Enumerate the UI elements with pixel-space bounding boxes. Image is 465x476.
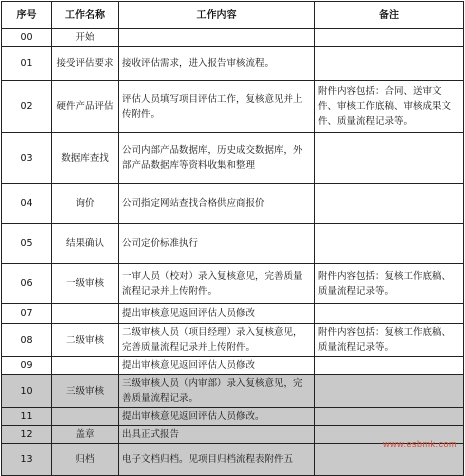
cell-note [315, 184, 464, 224]
cell-no: 11 [2, 408, 52, 426]
cell-content: 三级审核人员（内审部）录入复核意见，完善质量流程记录。 [119, 375, 315, 408]
cell-no: 04 [2, 184, 52, 224]
cell-note [315, 133, 464, 184]
cell-note [315, 304, 464, 324]
cell-no: 00 [2, 29, 52, 47]
cell-content: 一审人员（校对）录入复核意见，完善质量流程记录并上传附件。 [119, 264, 315, 304]
cell-note: 附件内容包括：复核工作底稿、质量流程记录等。 [315, 324, 464, 357]
header-name: 工作名称 [52, 2, 119, 29]
process-table [1, 1, 464, 476]
table-row [2, 184, 464, 224]
cell-no: 02 [2, 81, 52, 133]
cell-note: 附件内容包括：合同、送审文件、审核工作底稿、审核成果文件、质量流程记录等。 [315, 81, 464, 133]
table-row [2, 375, 464, 408]
cell-no: 10 [2, 375, 52, 408]
cell-no: 09 [2, 357, 52, 375]
table-row [2, 264, 464, 304]
cell-content: 二级审核人员（项目经理）录入复核意见，完善质量流程记录并上传附件。 [119, 324, 315, 357]
cell-name: 三级审核 [52, 375, 119, 408]
cell-content: 出具正式报告 [119, 426, 315, 444]
cell-no: 01 [2, 47, 52, 81]
table-row [2, 47, 464, 81]
cell-no: 05 [2, 224, 52, 264]
table-row [2, 81, 464, 133]
cell-content: 提出审核意见返回评估人员修改 [119, 357, 315, 375]
cell-no: 03 [2, 133, 52, 184]
cell-name: 数据库查找 [52, 133, 119, 184]
cell-content [119, 29, 315, 47]
cell-name: 接受评估要求 [52, 47, 119, 81]
cell-name [52, 304, 119, 324]
watermark-text: www.esbmk.com [382, 439, 457, 449]
cell-name: 盖章 [52, 426, 119, 444]
table-row [2, 408, 464, 426]
cell-no: 07 [2, 304, 52, 324]
table-row [2, 304, 464, 324]
table-row [2, 29, 464, 47]
cell-no: 12 [2, 426, 52, 444]
table-header-row [2, 2, 464, 29]
cell-content: 提出审核意见返回评估人员修改。 [119, 408, 315, 426]
cell-name: 开始 [52, 29, 119, 47]
cell-name [52, 357, 119, 375]
cell-note: 附件内容包括：复核工作底稿、质量流程记录等。 [315, 264, 464, 304]
table-row [2, 133, 464, 184]
cell-note [315, 29, 464, 47]
header-no: 序号 [2, 2, 52, 29]
cell-name: 一级审核 [52, 264, 119, 304]
header-content: 工作内容 [119, 2, 315, 29]
cell-name: 询价 [52, 184, 119, 224]
cell-note [315, 47, 464, 81]
cell-content: 提出审核意见返回评估人员修改 [119, 304, 315, 324]
cell-no: 08 [2, 324, 52, 357]
cell-content: 评估人员填写项目评估工作，复核意见并上传附件。 [119, 81, 315, 133]
cell-note [315, 357, 464, 375]
cell-name: 结果确认 [52, 224, 119, 264]
table-row [2, 224, 464, 264]
cell-note [315, 224, 464, 264]
cell-content: 公司指定网站查找合格供应商报价 [119, 184, 315, 224]
cell-no: 13 [2, 444, 52, 476]
cell-name [52, 408, 119, 426]
cell-name: 归档 [52, 444, 119, 476]
cell-note [315, 408, 464, 426]
cell-content: 电子文档归档。见项目归档流程表附件五 [119, 444, 315, 476]
cell-name: 二级审核 [52, 324, 119, 357]
cell-no: 06 [2, 264, 52, 304]
cell-content: 接收评估需求，进入报告审核流程。 [119, 47, 315, 81]
header-note: 备注 [315, 2, 464, 29]
cell-content: 公司内部产品数据库，历史成交数据库，外部产品数据库等资料收集和整理 [119, 133, 315, 184]
table-row [2, 357, 464, 375]
cell-note [315, 375, 464, 408]
cell-name: 硬件产品评估 [52, 81, 119, 133]
table-row [2, 324, 464, 357]
cell-content: 公司定价标准执行 [119, 224, 315, 264]
